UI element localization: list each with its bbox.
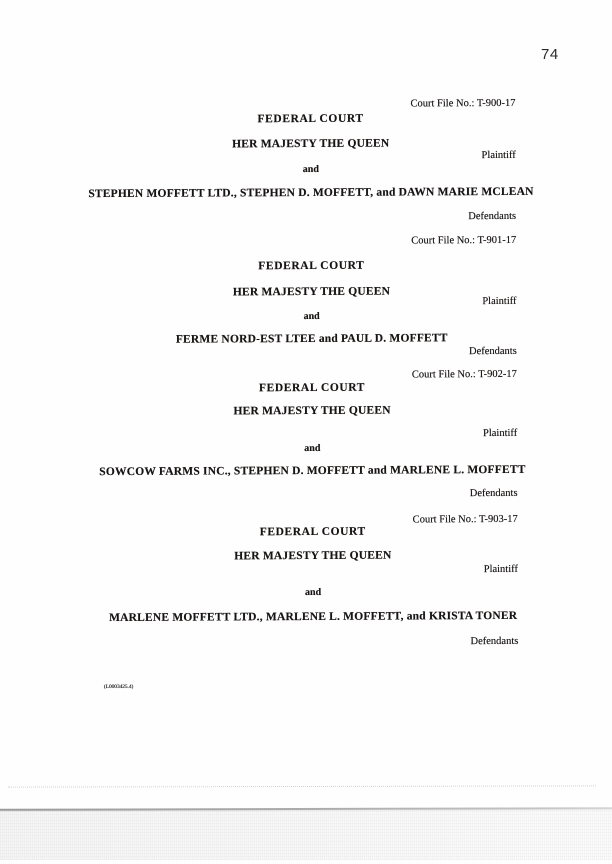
court-heading: FEDERAL COURT	[259, 525, 366, 539]
page-number-stamp: 74	[541, 46, 559, 63]
plaintiff-name: HER MAJESTY THE QUEEN	[232, 137, 390, 151]
and-conjunction: and	[304, 586, 322, 599]
and-conjunction: and	[304, 442, 321, 455]
court-heading: FEDERAL COURT	[258, 259, 365, 273]
defendants-names: MARLENE MOFFETT LTD., MARLENE L. MOFFETT, and KRISTA TONER	[109, 609, 518, 625]
document-id-footer: (L0003425.4)	[104, 684, 134, 690]
scan-artifact-noise-band	[0, 810, 612, 860]
plaintiff-label: Plaintiff	[482, 427, 518, 440]
defendants-label: Defendants	[468, 210, 517, 223]
plaintiff-label: Plaintiff	[483, 563, 518, 576]
defendants-label: Defendants	[468, 345, 517, 358]
plaintiff-name: HER MAJESTY THE QUEEN	[234, 549, 392, 563]
defendants-label: Defendants	[470, 635, 519, 648]
plaintiff-name: HER MAJESTY THE QUEEN	[233, 404, 391, 418]
and-conjunction: and	[303, 310, 320, 323]
court-heading: FEDERAL COURT	[258, 381, 366, 395]
court-heading: FEDERAL COURT	[257, 112, 364, 126]
court-file-number: Court File No.: T-900-17	[410, 97, 516, 110]
court-file-number: Court File No.: T-902-17	[411, 368, 517, 381]
and-conjunction: and	[302, 163, 319, 176]
plaintiff-label: Plaintiff	[482, 295, 517, 308]
defendants-label: Defendants	[469, 487, 518, 500]
defendants-names: SOWCOW FARMS INC., STEPHEN D. MOFFETT and MARLENE L. MOFFETT	[99, 463, 526, 479]
defendants-names: FERME NORD-EST LTEE and PAUL D. MOFFETT	[175, 332, 448, 346]
court-file-number: Court File No.: T-901-17	[411, 234, 517, 247]
plaintiff-label: Plaintiff	[481, 149, 516, 162]
plaintiff-name: HER MAJESTY THE QUEEN	[232, 285, 391, 299]
court-file-number: Court File No.: T-903-17	[412, 513, 518, 526]
defendants-names: STEPHEN MOFFETT LTD., STEPHEN D. MOFFETT, and DAWN MARIE MCLEAN	[88, 185, 534, 201]
